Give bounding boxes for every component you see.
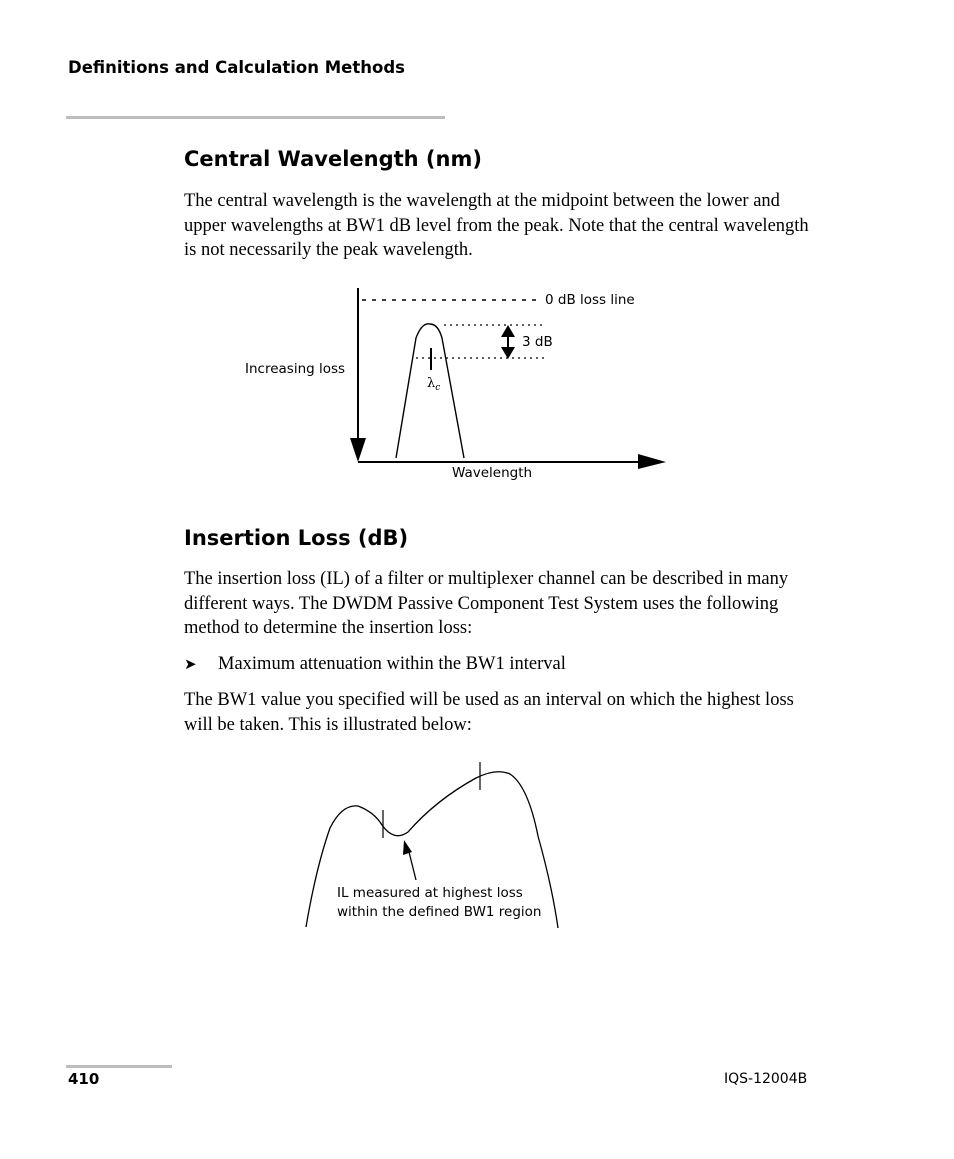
y-axis-label: Increasing loss xyxy=(245,361,346,377)
central-wavelength-paragraph: The central wavelength is the wavelength at the midpoint between the lower and upper wavelengths at BW1 dB level from the peak. Note that the central wavelength is not necessarily the peak wavelength. xyxy=(184,191,809,260)
document-id: IQS-12004B xyxy=(724,1071,808,1087)
running-header: Definitions and Calculation Methods xyxy=(68,58,405,77)
x-axis-label: Wavelength xyxy=(452,465,533,481)
bullet-text: Maximum attenuation within the BW1 interval xyxy=(218,654,566,674)
footer-rule xyxy=(66,1065,172,1068)
three-db-label: 3 dB xyxy=(522,334,553,350)
zero-db-loss-label: 0 dB loss line xyxy=(545,292,635,308)
section-heading-insertion-loss: Insertion Loss (dB) xyxy=(184,526,409,550)
il-annotation-line2: within the defined BW1 region xyxy=(337,904,542,920)
insertion-loss-paragraph: The insertion loss (IL) of a filter or multiplexer channel can be described in many different ways. The DWDM Passive Component Test System uses the following method to determine the insertion loss: xyxy=(184,569,789,638)
il-pointer-arrowhead xyxy=(403,840,412,855)
section-heading-central-wavelength: Central Wavelength (nm) xyxy=(184,147,482,171)
bullet-arrow-icon: ➤ xyxy=(184,655,197,673)
page-number: 410 xyxy=(68,1070,100,1088)
lambda-c-label: $\lambda_c$ xyxy=(427,376,441,393)
il-pointer-line xyxy=(409,852,416,880)
bw1-paragraph: The BW1 value you specified will be used as an interval on which the highest loss will be taken. This is illustrated below: xyxy=(184,690,794,735)
il-annotation-line1: IL measured at highest loss xyxy=(337,885,523,901)
